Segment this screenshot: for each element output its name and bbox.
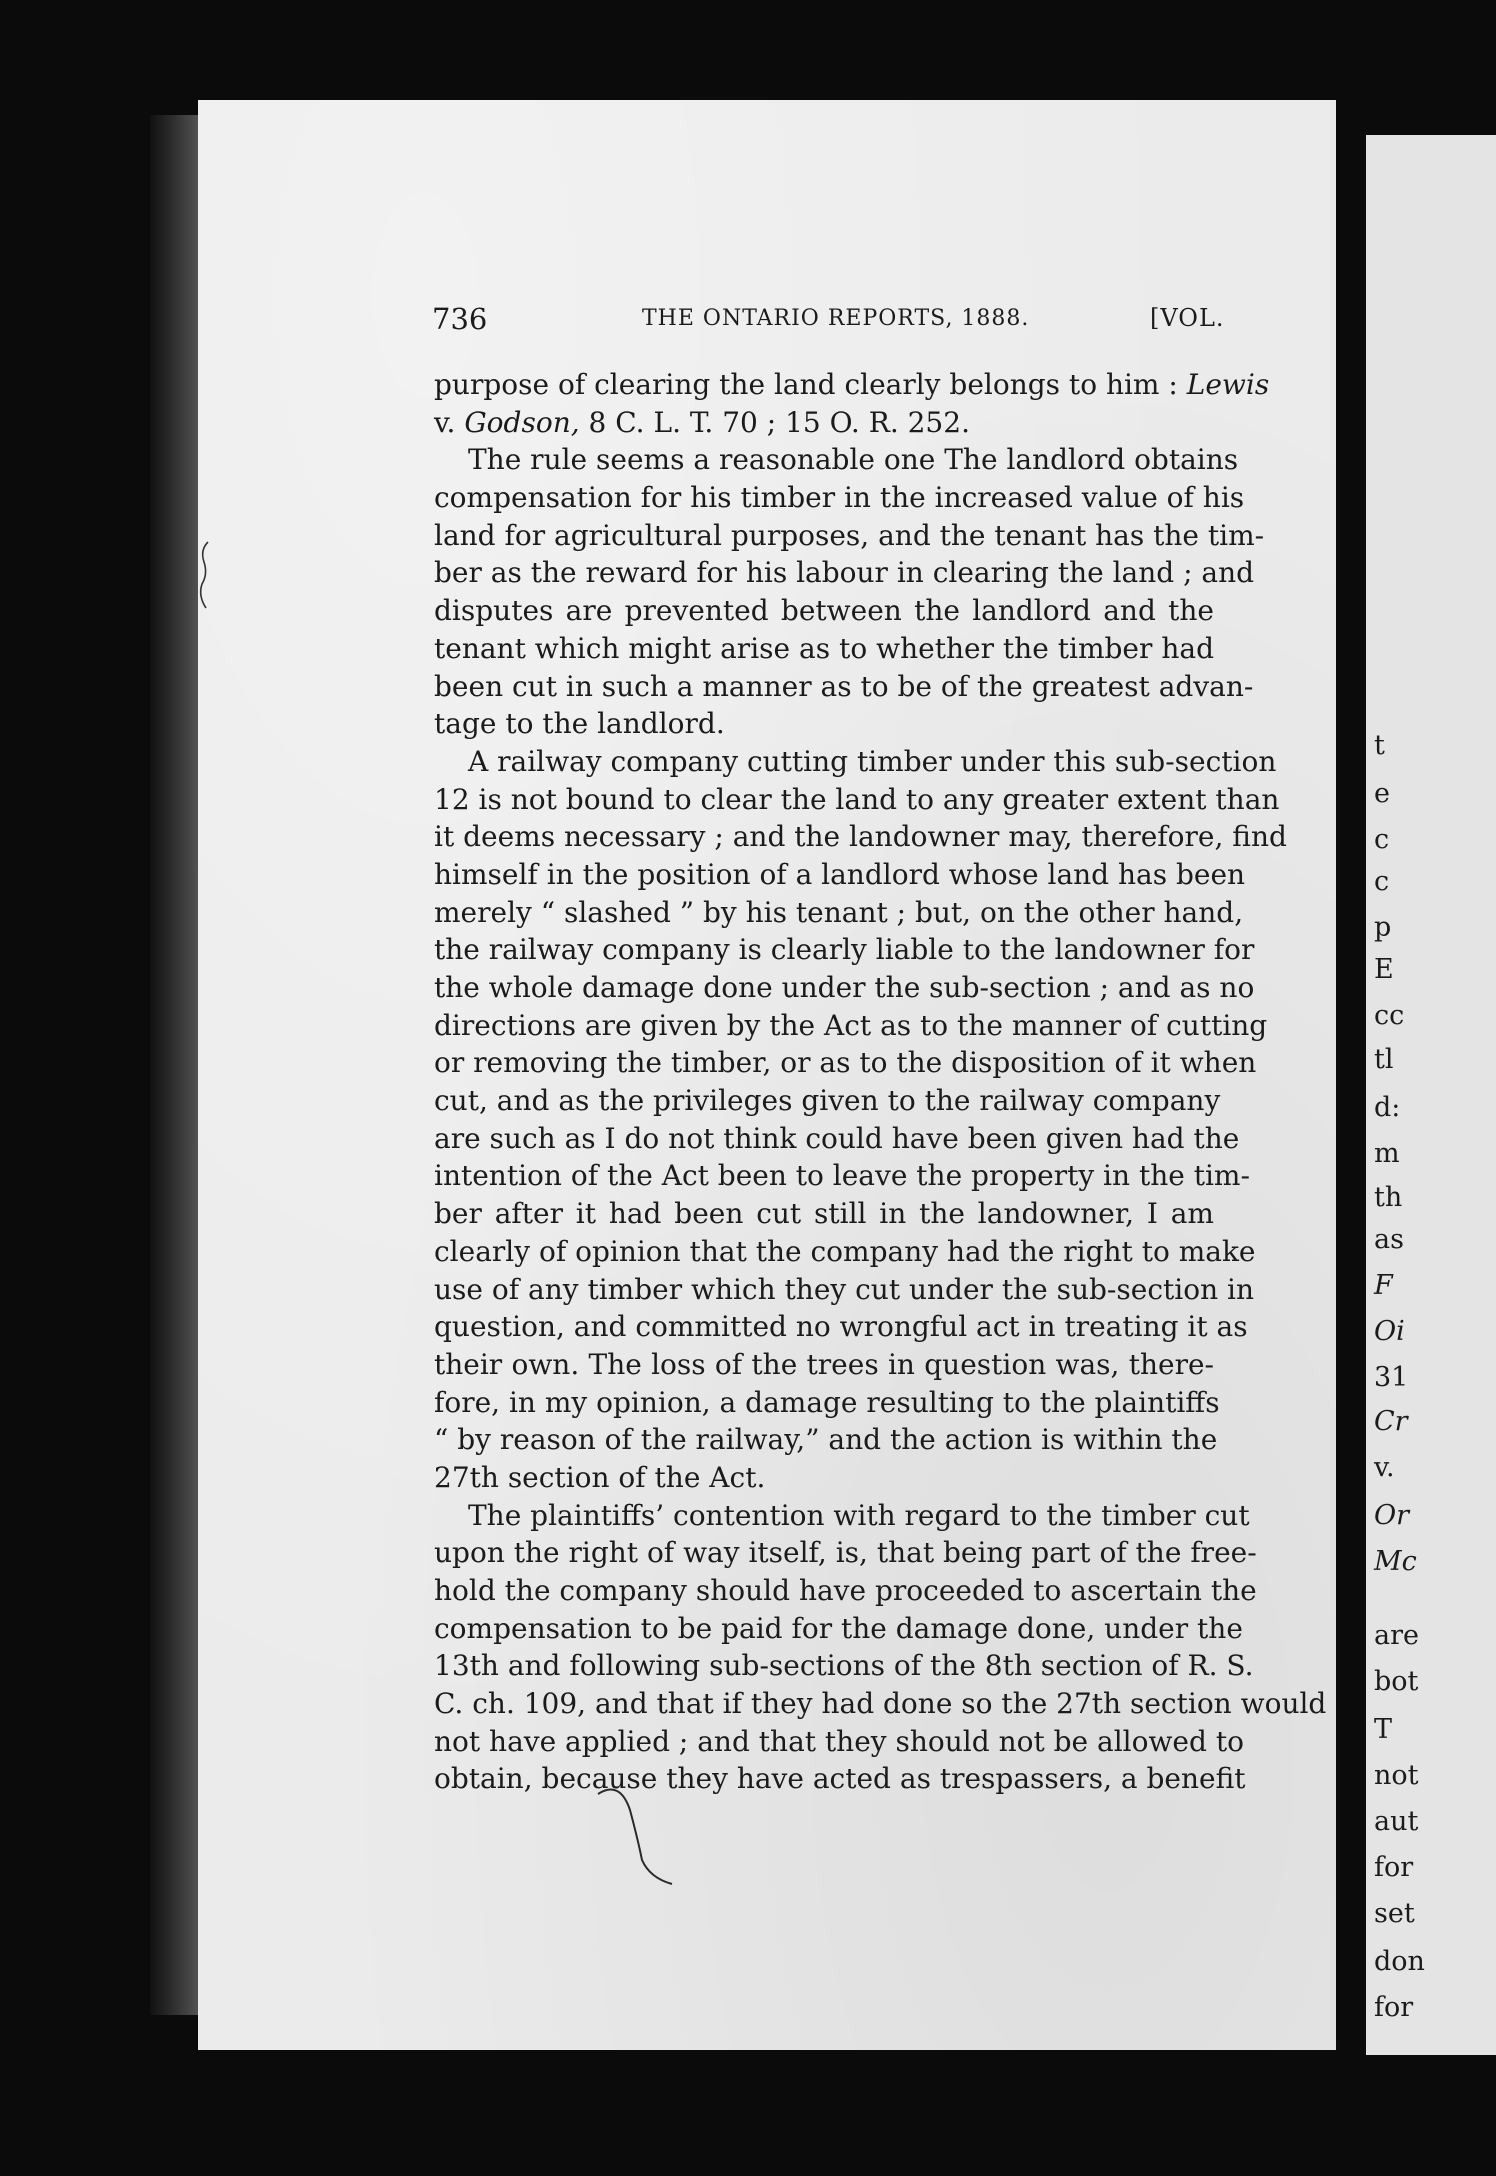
text-line: or removing the timber, or as to the disposition of it when — [434, 1046, 1257, 1080]
next-page-text-fragment: E — [1374, 954, 1394, 985]
text-line: use of any timber which they cut under the sub-section in — [434, 1272, 1254, 1306]
next-page-text-fragment: for — [1374, 1992, 1414, 2023]
text-line: 12 is not bound to clear the land to any greater extent than — [434, 782, 1280, 816]
text-line: not have applied ; and that they should not be allowed to — [434, 1724, 1244, 1758]
text-line: compensation for his timber in the increased value of his — [434, 481, 1245, 515]
text-line: cut, and as the privileges given to the railway company — [434, 1084, 1221, 1118]
text-line: ber as the reward for his labour in clearing the land ; and — [434, 556, 1255, 590]
pen-stroke-mark — [590, 1780, 710, 1890]
text-line: are such as I do not think could have been given had the — [434, 1121, 1240, 1155]
next-page-text-fragment: 31 — [1374, 1362, 1409, 1393]
citation-defendant: Godson, — [464, 405, 580, 439]
text-line: the railway company is clearly liable to the landowner for — [434, 933, 1255, 967]
next-page-text-fragment: F — [1374, 1270, 1393, 1301]
running-title: THE ONTARIO REPORTS, 1888. — [642, 306, 1030, 331]
text-line: the whole damage done under the sub-section ; and as no — [434, 971, 1255, 1004]
text-line: C. ch. 109, and that if they had done so the 27th section would — [434, 1687, 1327, 1721]
text-line: The plaintiffs’ contention with regard to the timber cut — [468, 1498, 1250, 1532]
book-page-edges — [150, 115, 200, 2015]
citation-plaintiff: Lewis — [1186, 368, 1270, 401]
next-page-text-fragment: T — [1374, 1714, 1393, 1745]
next-page-text-fragment: Mc — [1374, 1546, 1417, 1577]
text-line: “ by reason of the railway,” and the action is within the — [434, 1423, 1218, 1457]
next-page-text-fragment: e — [1374, 778, 1390, 809]
text-line: clearly of opinion that the company had the right to make — [434, 1234, 1256, 1268]
volume-label: [VOL. — [1150, 304, 1225, 332]
next-page-text-fragment: p — [1374, 912, 1392, 943]
next-page-text-fragment: t — [1374, 730, 1385, 761]
next-page-text-fragment: th — [1374, 1182, 1403, 1213]
text-line: question, and committed no wrongful act in treating it as — [434, 1310, 1248, 1344]
text-line: it deems necessary ; and the landowner may, therefore, find — [434, 820, 1287, 854]
next-page-text-fragment: for — [1374, 1852, 1414, 1883]
text-line: land for agricultural purposes, and the tenant has the tim- — [434, 518, 1265, 552]
text-line: obtain, because they have acted as trespassers, a benefit — [434, 1762, 1246, 1796]
text-line: intention of the Act been to leave the property in the tim- — [434, 1159, 1250, 1193]
running-head — [432, 302, 1225, 342]
next-page-text-fragment: as — [1374, 1224, 1404, 1255]
next-page-text-fragment: Oi — [1374, 1316, 1405, 1347]
text-line: tenant which might arise as to whether the timber had — [434, 631, 1214, 665]
text-line: 27th section of the Act. — [434, 1460, 766, 1494]
text-line: A railway company cutting timber under this sub-section — [468, 744, 1277, 778]
next-page-text-fragment: Or — [1374, 1500, 1410, 1531]
text-line: The rule seems a reasonable one The landlord obtains — [468, 443, 1239, 477]
next-page-text-fragment: don — [1374, 1946, 1425, 1977]
text-line: compensation to be paid for the damage done, under the — [434, 1611, 1243, 1645]
next-page-text-fragment: aut — [1374, 1806, 1419, 1837]
text-line: upon the right of way itself, is, that being part of the free- — [434, 1536, 1257, 1570]
next-page-text-fragment: cc — [1374, 1000, 1405, 1031]
page-number: 736 — [432, 302, 488, 336]
text-line: directions are given by the Act as to the manner of cutting — [434, 1008, 1268, 1042]
text-line: tage to the landlord. — [434, 707, 725, 741]
next-page-text-fragment: d: — [1374, 1092, 1401, 1123]
text-line: fore, in my opinion, a damage resulting to the plaintiffs — [434, 1385, 1220, 1419]
next-page-text-fragment: v. — [1374, 1452, 1395, 1483]
text-line: himself in the position of a landlord whose land has been — [434, 857, 1246, 891]
next-page-text-fragment: Cr — [1374, 1406, 1408, 1437]
text-line: their own. The loss of the trees in question was, there- — [434, 1347, 1214, 1381]
text-line: disputes are prevented between the landlord and the — [434, 594, 1214, 628]
text-line: been cut in such a manner as to be of the greatest advan- — [434, 669, 1254, 703]
next-page-text-fragment: set — [1374, 1898, 1415, 1929]
margin-bracket-mark — [196, 540, 216, 610]
text-line: 13th and following sub-sections of the 8th section of R. S. — [434, 1649, 1254, 1683]
next-page-text-fragment: not — [1374, 1760, 1419, 1791]
next-page-text-fragment: c — [1374, 824, 1390, 855]
text-line: merely “ slashed ” by his tenant ; but, on the other hand, — [434, 895, 1244, 929]
next-page-text-fragment: bot — [1374, 1666, 1419, 1697]
body-text — [434, 366, 1327, 1798]
next-page-text-fragment: are — [1374, 1620, 1419, 1651]
next-page-fragment — [1366, 135, 1496, 2055]
next-page-text-fragment: c — [1374, 866, 1390, 897]
next-page-text-fragment: tl — [1374, 1044, 1394, 1075]
text-line: v. Godson, 8 C. L. T. 70 ; 15 O. R. 252. — [434, 405, 970, 439]
text-line: hold the company should have proceeded to ascertain the — [434, 1574, 1257, 1607]
text-line: ber after it had been cut still in the landowner, I am — [434, 1197, 1214, 1231]
text-line: purpose of clearing the land clearly belongs to him : Lewis — [434, 368, 1270, 401]
next-page-text-fragment: m — [1374, 1138, 1400, 1169]
